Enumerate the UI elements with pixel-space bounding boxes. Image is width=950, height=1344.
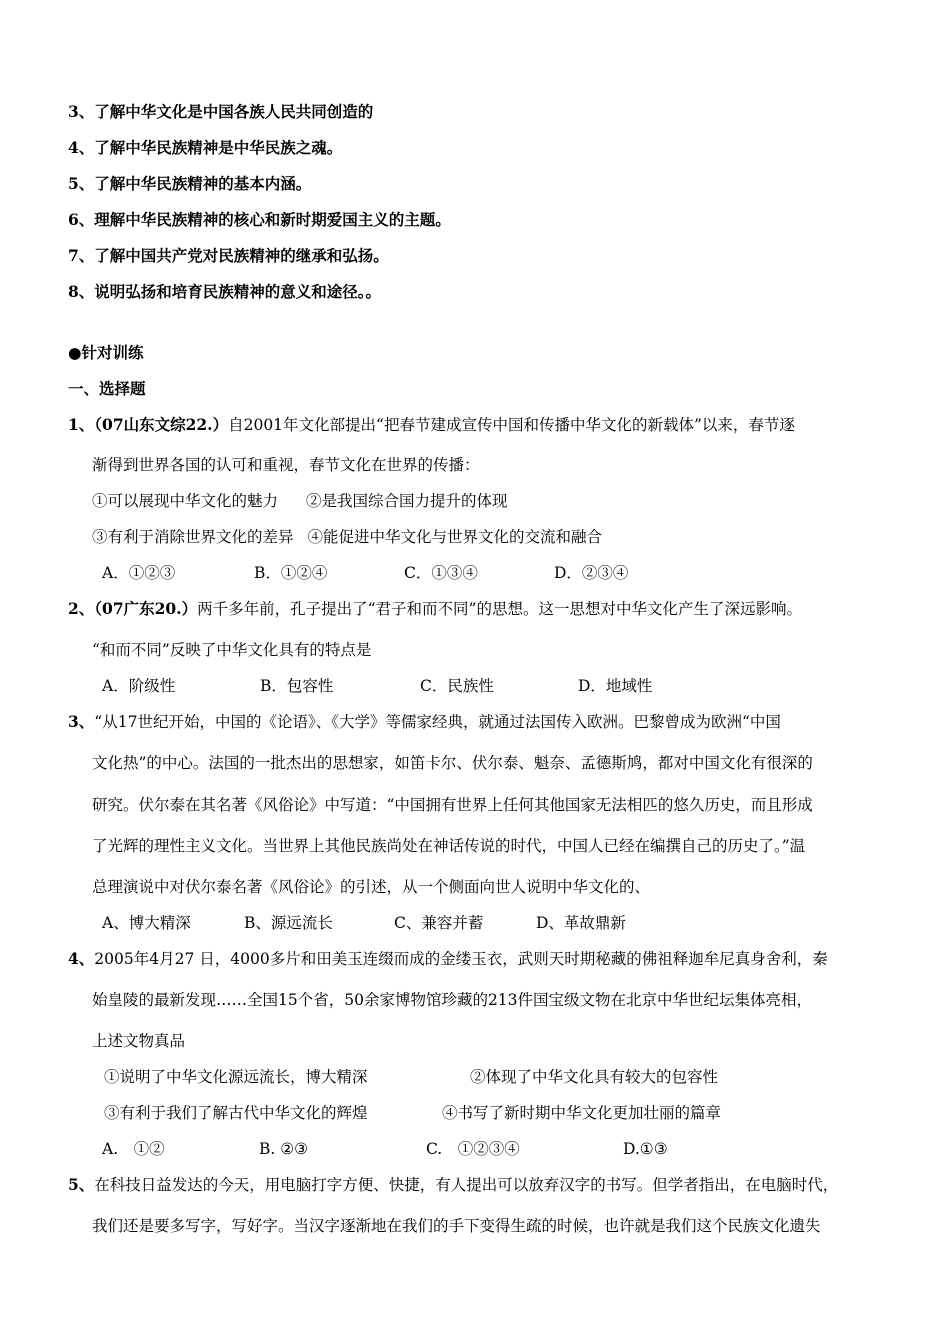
objective-8: [68, 282, 381, 302]
q4-statement-2: ②体现了中华文化具有较大的包容性: [470, 1068, 719, 1086]
q4-statements-row-1: [104, 1067, 718, 1087]
q1-line-1: [68, 415, 795, 435]
q3-number: 3、: [68, 712, 95, 731]
q3-options: [102, 913, 626, 933]
q4-statement-4: ④书写了新时期中华文化更加壮丽的篇章: [442, 1104, 722, 1122]
objective-7: [68, 246, 389, 266]
q1-statements-row-1: [92, 491, 508, 511]
q2-option-c[interactable]: C．民族性: [420, 677, 494, 695]
q2-text: 两千多年前，孔子提出了“君子和而不同”的思想。这一思想对中华文化产生了深远影响。: [197, 600, 802, 618]
q3-text: “从17世纪开始，中国的《论语》、《大学》等儒家经典，就通过法国传入欧洲。巴黎曾成为欧洲“中国: [94, 713, 781, 731]
q4-line-2: 始皇陵的最新发现……全国15个省，50余家博物馆珍藏的213件国宝级文物在北京中华世纪坛集体亮相，: [92, 991, 813, 1009]
q1-statement-1: ①可以展现中华文化的魅力: [92, 492, 279, 510]
objective-number: 7、: [68, 246, 95, 265]
objective-number: 8、: [68, 282, 95, 301]
q5-line-2: 我们还是要多写字，写好字。当汉字逐渐地在我们的手下变得生疏的时候，也许就是我们这个民族文化遗失: [92, 1217, 821, 1235]
q3-line-5: 总理演说中对伏尔泰名著《风俗论》的引述，从一个侧面向世人说明中华文化的、: [92, 878, 651, 896]
q4-line-3: 上述文物真品: [92, 1032, 186, 1050]
q1-option-d[interactable]: D．②③④: [554, 564, 629, 582]
q2-number: 2、: [68, 599, 95, 618]
q2-option-a[interactable]: A．阶级性: [102, 677, 176, 695]
q4-options: [102, 1139, 668, 1159]
q2-source: （07广东20.）: [94, 599, 198, 618]
q3-line-2: 文化热”的中心。法国的一批杰出的思想家，如笛卡尔、伏尔泰、魁奈、孟德斯鸠，都对中国文化有很深的: [92, 754, 813, 772]
objective-text: 了解中华民族精神是中华民族之魂。: [94, 138, 343, 157]
q1-option-b[interactable]: B．①②④: [254, 564, 328, 582]
q2-option-b[interactable]: B．包容性: [260, 677, 334, 695]
objective-number: 3、: [68, 102, 95, 121]
q1-source: （07山东文综22.）: [94, 415, 229, 434]
q5-line-1: [68, 1175, 838, 1195]
q3-option-d[interactable]: D、革故鼎新: [536, 914, 626, 932]
subsection-title: 一、选择题: [68, 379, 146, 398]
section-title: ●针对训练: [68, 343, 144, 362]
q1-option-a[interactable]: A．①②③: [102, 564, 176, 582]
objective-4: [68, 138, 342, 158]
q3-line-1: [68, 712, 781, 732]
q1-option-c[interactable]: C．①③④: [404, 564, 478, 582]
q4-option-d[interactable]: D.①③: [623, 1140, 668, 1158]
q2-line-1: [68, 599, 802, 619]
objective-3: [68, 102, 373, 122]
q4-statement-3: ③有利于我们了解古代中华文化的辉煌: [104, 1104, 368, 1122]
q2-option-d[interactable]: D．地域性: [578, 677, 653, 695]
q5-text: 在科技日益发达的今天，用电脑打字方便、快捷，有人提出可以放弃汉字的书写。但学者指出，在电脑时代，: [94, 1176, 839, 1194]
q3-option-a[interactable]: A、博大精深: [102, 914, 191, 932]
q1-text: 自2001年文化部提出“把春节建成宣传中国和传播中华文化的新载体”以来，春节逐: [228, 416, 795, 434]
q4-option-c[interactable]: C. ①②③④: [426, 1140, 520, 1158]
q3-option-b[interactable]: B、源远流长: [244, 914, 333, 932]
objective-6: [68, 210, 451, 230]
objective-text: 说明弘扬和培育民族精神的意义和途径。。: [94, 282, 382, 301]
q1-statements-row-2: [92, 527, 602, 547]
q2-options: [102, 676, 652, 696]
objective-text: 了解中华文化是中国各族人民共同创造的: [94, 102, 374, 121]
q1-number: 1、: [68, 415, 95, 434]
q4-option-a[interactable]: A. ①②: [102, 1140, 165, 1158]
objective-text: 了解中华民族精神的基本内涵。: [94, 174, 312, 193]
q1-statement-2: ②是我国综合国力提升的体现: [306, 492, 508, 510]
q4-text: 2005年4月27 日，4000多片和田美玉连缀而成的金缕玉衣，武则天时期秘藏的佛祖释迦牟尼真身舍利，秦: [94, 950, 828, 968]
q3-line-3: 研究。伏尔泰在其名著《风俗论》中写道：“中国拥有世界上任何其他国家无法相匹的悠久历史，而且形成: [92, 796, 813, 814]
q1-statement-4: ④能促进中华文化与世界文化的交流和融合: [307, 528, 603, 546]
q4-statements-row-2: [104, 1103, 721, 1123]
q4-line-1: [68, 949, 828, 969]
q3-option-c[interactable]: C、兼容并蓄: [394, 914, 484, 932]
q4-number: 4、: [68, 949, 95, 968]
q1-statement-3: ③有利于消除世界文化的差异: [92, 528, 294, 546]
objective-5: [68, 174, 311, 194]
q1-line-2: 渐得到世界各国的认可和重视，春节文化在世界的传播：: [92, 456, 480, 474]
objective-number: 5、: [68, 174, 95, 193]
objective-text: 了解中国共产党对民族精神的继承和弘扬。: [94, 246, 389, 265]
q3-line-4: 了光辉的理性主义文化。当世界上其他民族尚处在神话传说的时代，中国人已经在编撰自己的历史了。”温: [92, 837, 806, 855]
objective-number: 6、: [68, 210, 95, 229]
q2-line-2: “和而不同”反映了中华文化具有的特点是: [92, 641, 372, 659]
q1-options: [102, 563, 628, 583]
q5-number: 5、: [68, 1175, 95, 1194]
q4-statement-1: ①说明了中华文化源远流长，博大精深: [104, 1068, 368, 1086]
objective-number: 4、: [68, 138, 95, 157]
q4-option-b[interactable]: B. ②③: [259, 1140, 309, 1158]
objective-text: 理解中华民族精神的核心和新时期爱国主义的主题。: [94, 210, 451, 229]
